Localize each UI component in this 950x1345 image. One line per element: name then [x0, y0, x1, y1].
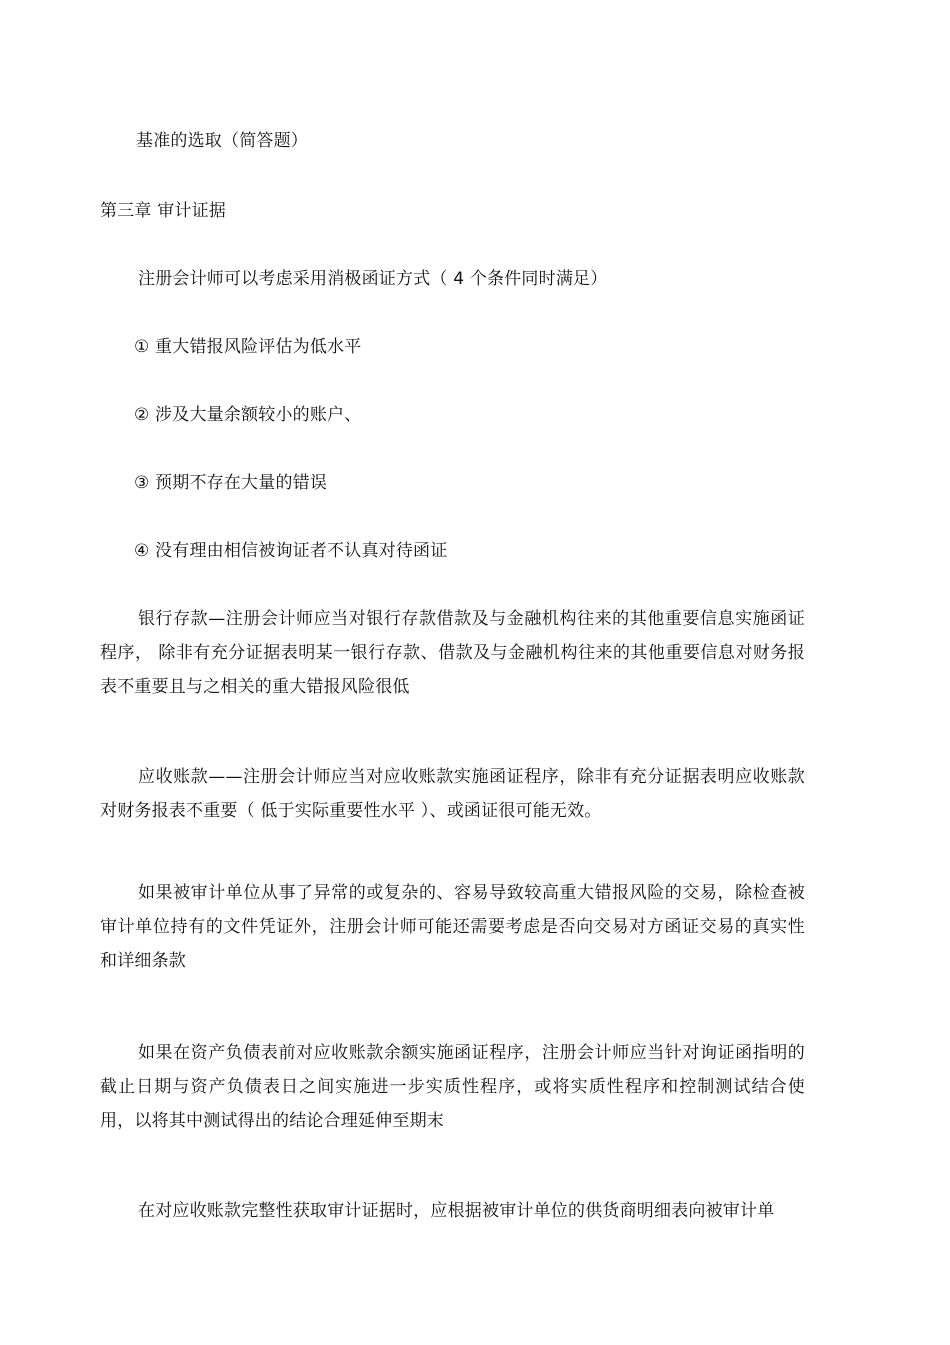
paragraph-bank-deposits: 银行存款—注册会计师应当对银行存款借款及与金融机构往来的其他重要信息实施函证程序， 除非有充分证据表明某一银行存款、借款及与金融机构往来的其他重要信息对财务报表不重要且与之相关的重大错报风险很低: [100, 609, 805, 697]
condition-item-4: ④ 没有理由相信被询证者不认真对待函证: [134, 541, 448, 561]
paragraph-accounts-receivable: 应收账款——注册会计师应当对应收账款实施函证程序，除非有充分证据表明应收账款对财务报表不重要（ 低于实际重要性水平 ）、或函证很可能无效。: [100, 767, 805, 821]
condition-item-1: ① 重大错报风险评估为低水平: [134, 337, 362, 357]
section-heading: 基准的选取（简答题）: [136, 131, 308, 151]
paragraph-unusual-transactions: 如果被审计单位从事了异常的或复杂的、容易导致较高重大错报风险的交易，除检查被审计单位持有的文件凭证外，注册会计师可能还需要考虑是否向交易对方函证交易的真实性和详细条款: [100, 883, 805, 971]
conditions-intro: 注册会计师可以考虑采用消极函证方式（ 4 个条件同时满足）: [138, 269, 608, 289]
paragraph-balance-sheet-date: 如果在资产负债表前对应收账款余额实施函证程序，注册会计师应当针对询证函指明的截止日期与资产负债表日之间实施进一步实质性程序，或将实质性程序和控制测试结合使用，以将其中测试得出的结论合理延伸至期末: [100, 1043, 805, 1131]
paragraph-completeness: 在对应收账款完整性获取审计证据时，应根据被审计单位的供货商明细表向被审计单: [138, 1201, 775, 1221]
condition-item-3: ③ 预期不存在大量的错误: [134, 473, 328, 493]
chapter-title: 第三章 审计证据: [100, 201, 227, 221]
condition-item-2: ② 涉及大量余额较小的账户、: [134, 405, 362, 425]
